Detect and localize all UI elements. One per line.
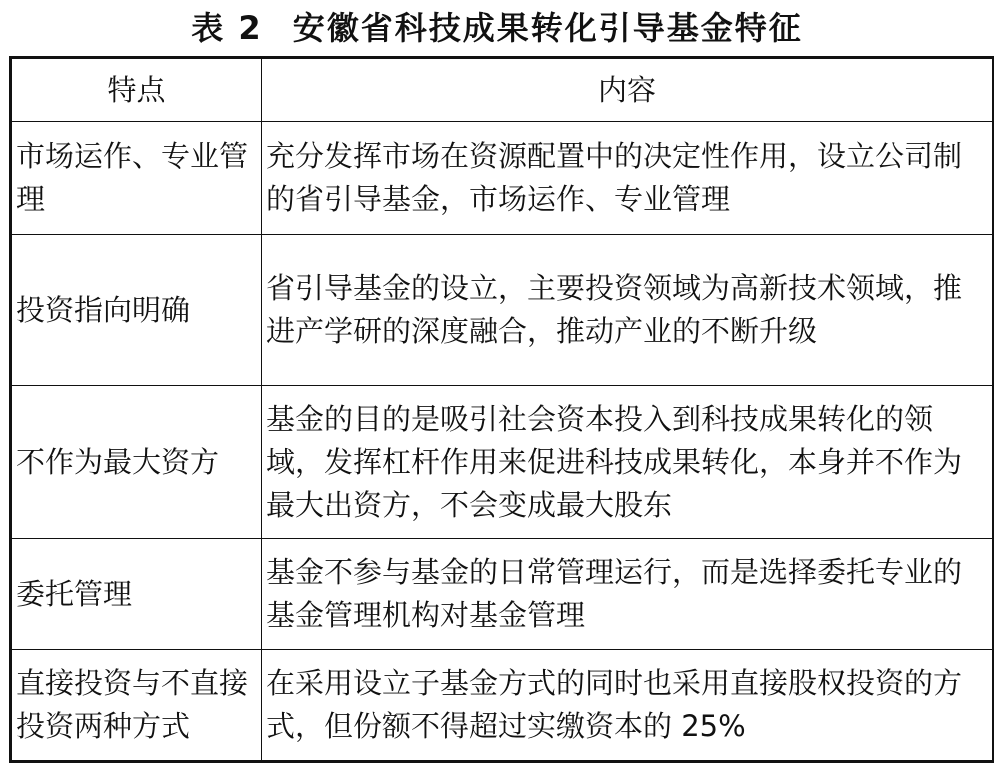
content-cell: 省引导基金的设立，主要投资领域为高新技术领域，推进产学研的深度融合，推动产业的不断升级 <box>262 235 994 386</box>
feature-table <box>9 56 994 763</box>
table-caption: 安徽省科技成果转化引导基金特征 <box>292 9 803 47</box>
feature-cell: 委托管理 <box>11 539 262 650</box>
column-header-content: 内容 <box>262 58 994 122</box>
table-number: 表 2 <box>191 9 263 47</box>
feature-cell: 市场运作、专业管理 <box>11 122 262 235</box>
content-cell: 基金不参与基金的日常管理运行，而是选择委托专业的基金管理机构对基金管理 <box>262 539 994 650</box>
content-cell: 在采用设立子基金方式的同时也采用直接股权投资的方式，但份额不得超过实缴资本的 25% <box>262 650 994 762</box>
column-header-feature: 特点 <box>11 58 262 122</box>
content-cell: 充分发挥市场在资源配置中的决定性作用，设立公司制的省引导基金，市场运作、专业管理 <box>262 122 994 235</box>
table-row <box>11 650 994 762</box>
table-header-row <box>11 58 994 122</box>
feature-cell: 直接投资与不直接投资两种方式 <box>11 650 262 762</box>
feature-cell: 不作为最大资方 <box>11 386 262 539</box>
table-title <box>0 0 994 56</box>
feature-cell: 投资指向明确 <box>11 235 262 386</box>
table-row <box>11 122 994 235</box>
table-row <box>11 539 994 650</box>
table-row <box>11 235 994 386</box>
content-cell: 基金的目的是吸引社会资本投入到科技成果转化的领域，发挥杠杆作用来促进科技成果转化，本身并不作为最大出资方，不会变成最大股东 <box>262 386 994 539</box>
table-row <box>11 386 994 539</box>
